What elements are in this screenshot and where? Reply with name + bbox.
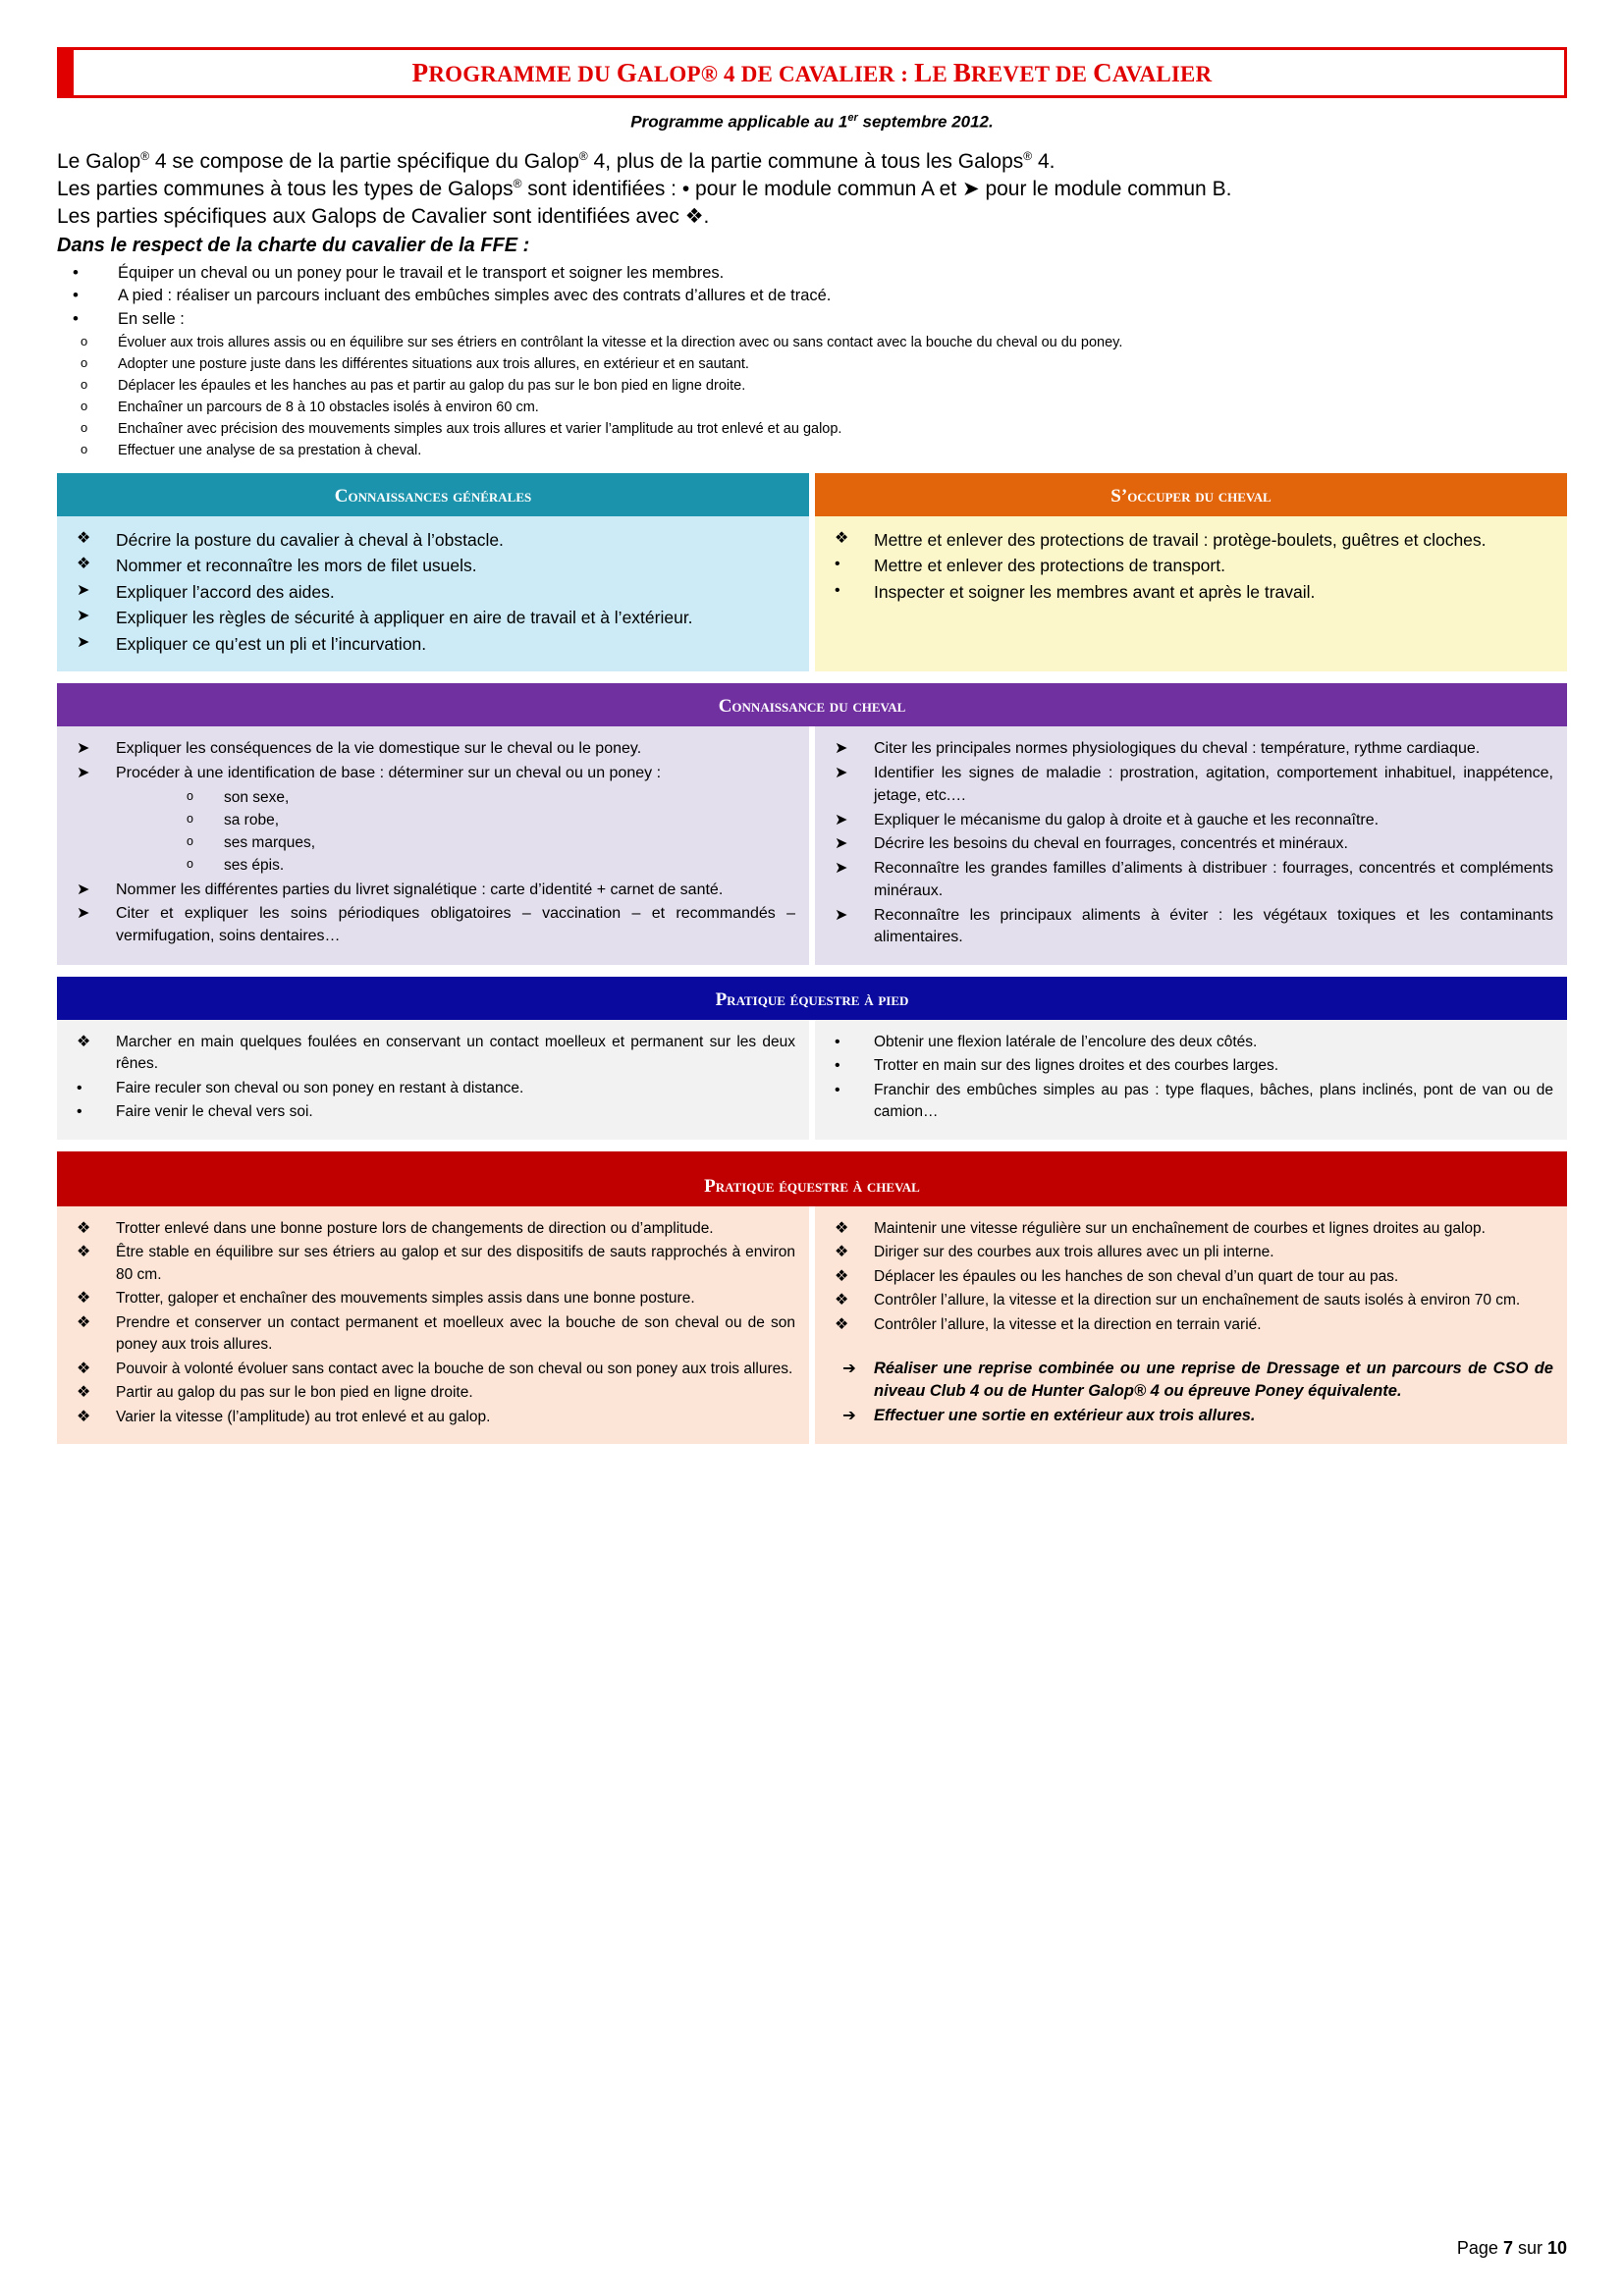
marker-icon: • xyxy=(835,1033,840,1050)
list-item: • Faire venir le cheval vers soi. xyxy=(65,1101,795,1123)
list-item: ➤ Procéder à une identification de base : déterminer sur un cheval ou un poney : o son sexe, o sa robe, o ses marques, o ses épis. xyxy=(65,763,795,877)
section-header-pratique-a-cheval: Pratique équestre à cheval xyxy=(57,1151,1567,1206)
marker-icon: • xyxy=(835,1057,840,1075)
arrow-notes xyxy=(823,1358,1553,1426)
intro-1b: 4 se compose de la partie spécifique du Galop xyxy=(149,149,579,173)
list-item: ❖ Déplacer les épaules ou les hanches de son cheval d’un quart de tour au pas. xyxy=(823,1266,1553,1288)
column-pratique-cheval-left xyxy=(57,1206,809,1444)
intro-line-3: Les parties spécifiques aux Galops de Cavalier sont identifiées avec ❖. xyxy=(57,205,710,229)
arrow-note: ➔ Effectuer une sortie en extérieur aux trois allures. xyxy=(823,1405,1553,1427)
charte-bullet-list xyxy=(57,262,1567,332)
marker-icon: ❖ xyxy=(835,1219,849,1237)
list-item: o sa robe, xyxy=(116,810,795,832)
list-item: ❖ Varier la vitesse (l’amplitude) au trot enlevé et au galop. xyxy=(65,1407,795,1428)
marker-icon: ➤ xyxy=(835,811,848,828)
subtitle-applicable-date xyxy=(57,112,1567,133)
marker-icon: ➤ xyxy=(77,633,90,651)
item-list xyxy=(823,1218,1553,1336)
marker-icon: ➤ xyxy=(77,608,90,625)
list-item: ❖ Nommer et reconnaître les mors de filet usuels. xyxy=(77,556,477,576)
list-item: ❖ Maintenir une vitesse régulière sur un enchaînement de courbes et lignes droites au galop. xyxy=(823,1218,1553,1240)
list-item: ❖ Trotter enlevé dans une bonne posture lors de changements de direction ou d’amplitude. xyxy=(65,1218,795,1240)
marker-icon: ➤ xyxy=(77,905,90,923)
marker-icon: • xyxy=(835,581,840,599)
item-list xyxy=(823,738,1553,948)
marker-icon: ❖ xyxy=(77,1384,91,1402)
footer-middle: sur xyxy=(1512,2238,1547,2258)
intro-line-2: Les parties communes à tous les types de Galops® sont identifiées : • pour le module commun A et ➤ pour le module commun B. xyxy=(57,176,1232,200)
list-item: • Franchir des embûches simples au pas : type flaques, bâches, plans inclinés, pont de van ou de camion… xyxy=(835,1081,1553,1121)
marker-icon: ❖ xyxy=(835,529,849,547)
en-selle-sub-list xyxy=(57,332,1567,461)
section-body-row xyxy=(57,516,1567,672)
item-list xyxy=(65,1218,795,1428)
list-item: o son sexe, xyxy=(116,787,795,810)
section-body-row xyxy=(57,1020,1567,1140)
list-item: ❖ Partir au galop du pas sur le bon pied en ligne droite. xyxy=(65,1382,795,1404)
intro-1c: 4, plus de la partie commune à tous les Galops xyxy=(587,149,1024,173)
section-body-row xyxy=(57,726,1567,964)
sub-list xyxy=(116,787,795,878)
marker-icon: ➤ xyxy=(835,740,848,758)
column-connaissance-right xyxy=(815,726,1567,964)
list-item: ➤ Expliquer les règles de sécurité à appliquer en aire de travail et à l’extérieur. xyxy=(77,608,693,628)
section-connaissances-generales xyxy=(57,473,1567,672)
list-item: • Faire reculer son cheval ou son poney en restant à distance. xyxy=(65,1078,795,1099)
arrow-note: ➔ Réaliser une reprise combinée ou une reprise de Dressage et un parcours de CSO de niveau Club 4 ou de Hunter Galop® 4 ou épreuve Poney équivalente. xyxy=(842,1360,1553,1400)
page-title: PROGRAMME DU GALOP® 4 DE CAVALIER : LE BREVET DE CAVALIER xyxy=(411,57,1213,87)
intro-block xyxy=(57,148,1567,231)
charte-heading: Dans le respect de la charte du cavalier de la FFE : xyxy=(57,234,530,256)
intro-2b: sont identifiées : • pour le module commun A et ➤ pour le module commun B. xyxy=(521,177,1232,200)
marker-icon: ❖ xyxy=(77,1360,91,1377)
marker-icon: ❖ xyxy=(77,529,91,547)
list-item: ❖ Marcher en main quelques foulées en conservant un contact moelleux et permanent sur les deux rênes. xyxy=(77,1033,795,1073)
list-item: • Inspecter et soigner les membres avant et après le travail. xyxy=(835,581,1316,602)
marker-icon: ➤ xyxy=(835,860,848,878)
list-item: ➤ Identifier les signes de maladie : prostration, agitation, comportement inhabituel, inappétence, jetage, etc.… xyxy=(835,765,1553,804)
marker-icon: ❖ xyxy=(77,1219,91,1237)
section-pratique-equestre-a-cheval xyxy=(57,1151,1567,1444)
footer-total-pages: 10 xyxy=(1546,2238,1567,2258)
list-item: ➤ Citer les principales normes physiologiques du cheval : température, rythme cardiaque. xyxy=(823,738,1553,761)
list-item: ➤ Nommer les différentes parties du livret signalétique : carte d’identité + carnet de santé. xyxy=(65,880,795,902)
list-item: • Trotter en main sur des lignes droites et des courbes larges. xyxy=(823,1055,1553,1077)
section-connaissance-du-cheval xyxy=(57,683,1567,964)
list-item: o Enchaîner avec précision des mouvements simples aux trois allures et varier l’amplitude au trot enlevé et au galop. xyxy=(57,418,1567,440)
list-item: o Enchaîner un parcours de 8 à 10 obstacles isolés à environ 60 cm. xyxy=(57,397,1567,418)
title-banner xyxy=(57,47,1567,98)
marker-icon: ➤ xyxy=(77,881,90,898)
marker-icon: • xyxy=(835,1081,840,1098)
column-pratique-pied-left xyxy=(57,1020,809,1140)
marker-icon: ❖ xyxy=(77,1313,91,1331)
marker-icon: ➤ xyxy=(835,835,848,853)
column-soccuper-du-cheval xyxy=(815,516,1567,672)
marker-icon: ❖ xyxy=(77,1033,91,1050)
list-item: ❖ Mettre et enlever des protections de travail : protège-boulets, guêtres et cloches. xyxy=(835,529,1487,550)
section-header-row xyxy=(57,473,1567,516)
subtitle-main: Programme applicable au 1 xyxy=(630,112,848,132)
section-body-row xyxy=(57,1206,1567,1444)
item-list xyxy=(65,738,795,947)
intro-2a: Les parties communes à tous les types de Galops xyxy=(57,177,514,200)
section-header-connaissances-generales: Connaissances générales xyxy=(57,473,809,516)
list-item: ❖ Prendre et conserver un contact permanent et moelleux avec la bouche de son cheval ou de son poney aux trois allures. xyxy=(77,1313,795,1354)
list-item: ➤ Reconnaître les principaux aliments à éviter : les végétaux toxiques et les contaminants alimentaires. xyxy=(835,906,1553,946)
item-list xyxy=(65,528,795,657)
column-connaissances-generales xyxy=(57,516,809,672)
list-item: o Évoluer aux trois allures assis ou en équilibre sur ses étriers en contrôlant la vitesse et la direction avec ou sans contact avec la bouche du cheval ou du poney. xyxy=(57,332,1567,353)
marker-icon: ❖ xyxy=(77,556,91,573)
list-item: ❖ Décrire la posture du cavalier à cheval à l’obstacle. xyxy=(77,529,504,550)
arrow-right-icon: ➔ xyxy=(842,1406,856,1424)
column-pratique-cheval-right xyxy=(815,1206,1567,1444)
list-item: ❖ Diriger sur des courbes aux trois allures avec un pli interne. xyxy=(823,1242,1553,1263)
marker-icon: ❖ xyxy=(835,1244,849,1261)
marker-icon: ❖ xyxy=(835,1315,849,1333)
marker-icon: ❖ xyxy=(77,1408,91,1425)
section-header-row xyxy=(57,1151,1567,1206)
list-item: ❖ Contrôler l’allure, la vitesse et la direction sur un enchaînement de sauts isolés à environ 70 cm. xyxy=(823,1290,1553,1311)
list-item: o Déplacer les épaules et les hanches au pas et partir au galop du pas sur le bon pied en ligne droite. xyxy=(57,375,1567,397)
list-item: ❖ Être stable en équilibre sur ses étriers au galop et sur des dispositifs de sauts rapprochés à environ 80 cm. xyxy=(77,1244,795,1283)
list-item: ➤ Expliquer ce qu’est un pli et l’incurvation. xyxy=(77,633,427,654)
list-item: ➤ Citer et expliquer les soins périodiques obligatoires – vaccination – et recommandés – vermifugation, soins dentaires… xyxy=(77,905,795,945)
intro-1a: Le Galop xyxy=(57,149,141,173)
marker-icon: ❖ xyxy=(77,1244,91,1261)
item-list xyxy=(65,1032,795,1124)
intro-1d: 4. xyxy=(1032,149,1056,173)
footer-prefix: Page xyxy=(1456,2238,1503,2258)
list-item: ➤ Reconnaître les grandes familles d’aliments à distribuer : fourrages, concentrés et compléments minéraux. xyxy=(835,860,1553,899)
marker-icon: ➤ xyxy=(835,765,848,782)
footer-page-number: 7 xyxy=(1502,2238,1513,2258)
marker-icon: ❖ xyxy=(77,1290,91,1308)
intro-line-1: Le Galop® 4 se compose de la partie spécifique du Galop® 4, plus de la partie commune à tous les Galops® 4. xyxy=(57,148,1056,173)
list-item: • Équiper un cheval ou un poney pour le travail et le transport et soigner les membres. xyxy=(57,262,1567,286)
marker-icon: ➤ xyxy=(77,765,90,782)
marker-icon: ➤ xyxy=(77,740,90,758)
list-item: • A pied : réaliser un parcours incluant des embûches simples avec des contrats d’allures et de tracé. xyxy=(57,285,1567,308)
section-header-soccuper-du-cheval: S’occuper du cheval xyxy=(815,473,1567,516)
list-item: ❖ Trotter, galoper et enchaîner des mouvements simples assis dans une bonne posture. xyxy=(65,1288,795,1309)
marker-icon: ❖ xyxy=(835,1267,849,1285)
list-item: • En selle : xyxy=(57,308,1567,332)
marker-icon: ➤ xyxy=(835,906,848,924)
column-pratique-pied-right xyxy=(815,1020,1567,1140)
subtitle-ordinal: er xyxy=(847,112,858,124)
list-item: ➤ Décrire les besoins du cheval en fourrages, concentrés et minéraux. xyxy=(823,833,1553,856)
list-item: • Obtenir une flexion latérale de l’encolure des deux côtés. xyxy=(823,1032,1553,1053)
list-item: • Mettre et enlever des protections de transport. xyxy=(835,556,1225,576)
section-header-row xyxy=(57,683,1567,726)
list-item: ❖ Pouvoir à volonté évoluer sans contact avec la bouche de son cheval ou son poney aux trois allures. xyxy=(65,1359,795,1380)
list-item: ➤ Expliquer les conséquences de la vie domestique sur le cheval ou le poney. xyxy=(65,738,795,761)
list-item: o ses marques, xyxy=(116,832,795,855)
section-header-row xyxy=(57,977,1567,1020)
column-connaissance-left xyxy=(57,726,809,964)
section-header-connaissance-du-cheval: Connaissance du cheval xyxy=(57,683,1567,726)
list-item: ❖ Contrôler l’allure, la vitesse et la direction en terrain varié. xyxy=(823,1314,1553,1336)
section-header-pratique-a-pied: Pratique équestre à pied xyxy=(57,977,1567,1020)
marker-icon: • xyxy=(835,556,840,573)
marker-icon: ❖ xyxy=(835,1292,849,1309)
page-footer xyxy=(1457,2238,1567,2259)
section-pratique-equestre-a-pied xyxy=(57,977,1567,1140)
marker-icon: • xyxy=(77,1103,82,1121)
list-item: ➤ Expliquer le mécanisme du galop à droite et à gauche et les reconnaître. xyxy=(823,810,1553,832)
list-item: o Adopter une posture juste dans les différentes situations aux trois allures, en extérieur et en sautant. xyxy=(57,353,1567,375)
marker-icon: ➤ xyxy=(77,581,90,599)
arrow-right-icon: ➔ xyxy=(842,1360,856,1378)
list-item: o ses épis. xyxy=(116,855,795,878)
subtitle-tail: septembre 2012. xyxy=(857,112,994,132)
marker-icon: • xyxy=(77,1079,82,1096)
list-item: ➤ Expliquer l’accord des aides. xyxy=(77,581,335,602)
list-item: o Effectuer une analyse de sa prestation à cheval. xyxy=(57,440,1567,461)
item-list xyxy=(823,1032,1553,1124)
item-list xyxy=(823,528,1553,605)
